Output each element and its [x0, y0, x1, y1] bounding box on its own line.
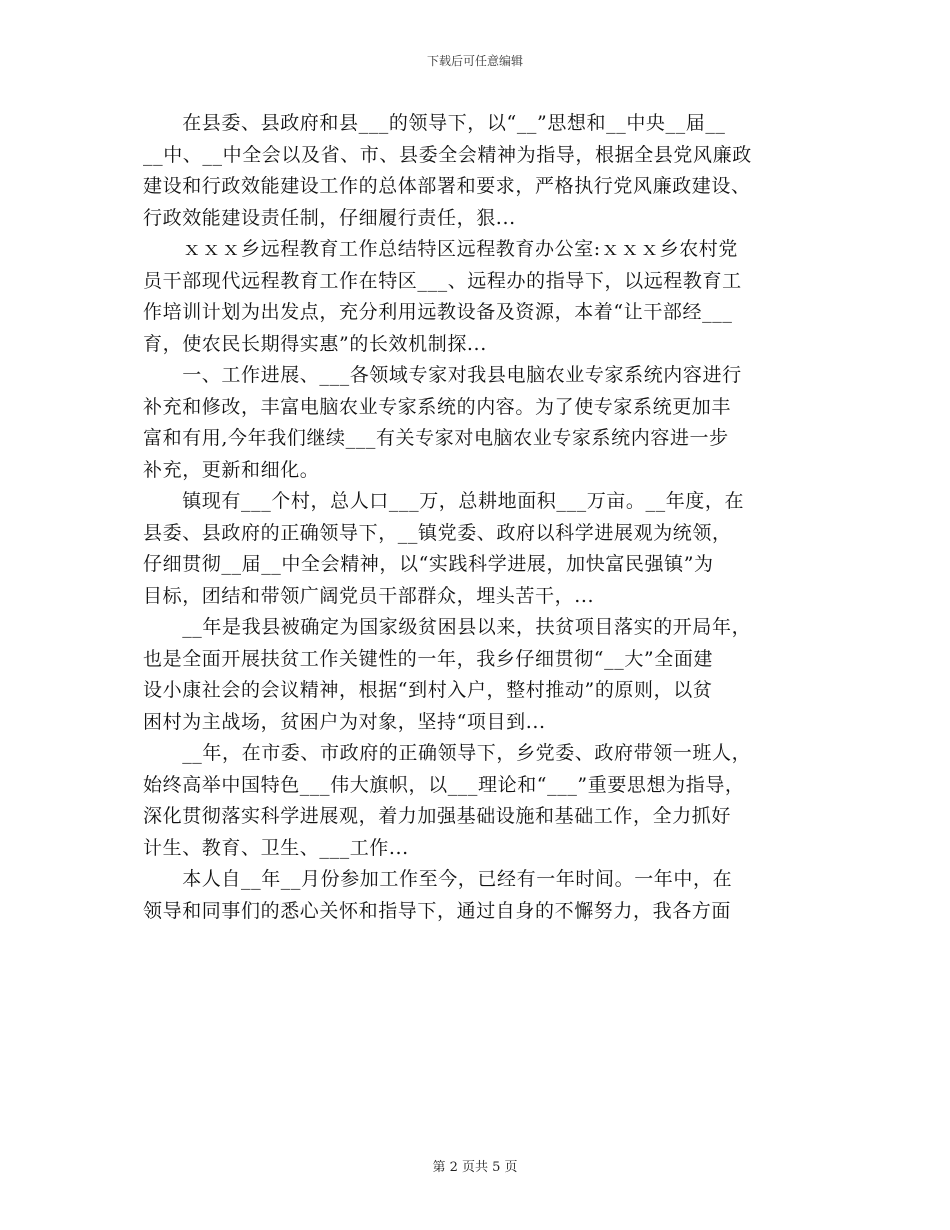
text-line: 本人自__年__月份参加工作至今，已经有一年时间。一年中，在: [143, 868, 733, 890]
text-line: 镇现有___个村，总人口___万，总耕地面积___万亩。__年度，在: [143, 490, 745, 512]
text-line: 育，使农民长期得实惠”的长效机制探...: [143, 332, 487, 355]
paragraph: [143, 612, 811, 738]
paragraph: [143, 738, 811, 864]
text-line: __年，在市委、市政府的正确领导下，乡党委、政府带领一班人，: [143, 742, 752, 764]
text-line: 困村为主战场，贫困户为对象，坚持“项目到...: [143, 710, 546, 733]
text-line: 县委、县政府的正确领导下，__镇党委、政府以科学进展观为统领，: [143, 521, 732, 544]
text-line: 建设和行政效能建设工作的总体部署和要求，严格执行党风廉政建设、: [143, 175, 751, 197]
paragraph: [143, 108, 811, 234]
text-line: 补充和修改，丰富电脑农业专家系统的内容。为了使专家系统更加丰: [143, 395, 732, 418]
text-line: 设小康社会的会议精神，根据“到村入户，整村推动”的原则，以贫: [143, 679, 713, 701]
text-line: 行政效能建设责任制，仔细履行责任，狠...: [143, 206, 516, 229]
text-line: 深化贯彻落实科学进展观，着力加强基础设施和基础工作，全力抓好: [143, 805, 732, 827]
page-header: 下载后可任意编辑: [426, 54, 523, 68]
text-line: __中、__中全会以及省、市、县委全会精神为指导，根据全县党风廉政: [143, 143, 752, 166]
text-line: 仔细贯彻__届__中全会精神，以“实践科学进展，加快富民强镇”为: [143, 553, 714, 575]
text-line: 目标，团结和带领广阔党员干部群众，埋头苦干，...: [143, 584, 595, 607]
text-line: 在县委、县政府和县___的领导下，以“__”思想和__中央__届__: [143, 112, 726, 134]
text-line: 富和有用,今年我们继续___有关专家对电脑农业专家系统内容进一步: [143, 427, 729, 449]
page-footer: 第 2 页共 5 页: [432, 1160, 518, 1175]
text-line: 始终高举中国特色___伟大旗帜，以___理论和“___”重要思想为指导，: [143, 773, 745, 796]
text-line: 领导和同事们的悉心关怀和指导下，通过自身的不懈努力，我各方面: [143, 899, 732, 922]
paragraph: [143, 864, 811, 927]
text-line: 补充，更新和细化。: [143, 458, 320, 481]
text-line: 作培训计划为出发点，充分利用远教设备及资源，本着“让干部经___: [143, 301, 733, 323]
text-line: 也是全面开展扶贫工作关键性的一年，我乡仔细贯彻“__大”全面建: [143, 647, 714, 670]
text-line: 计生、教育、卫生、___工作...: [143, 836, 409, 859]
paragraph: [143, 360, 811, 486]
text-line: 员干部现代远程教育工作在特区___、远程办的指导下，以远程教育工: [143, 269, 742, 292]
text-line: ｘｘｘ乡远程教育工作总结特区远程教育办公室:ｘｘｘ乡农村党: [143, 238, 739, 260]
document-body: [143, 108, 811, 927]
paragraph: [143, 234, 811, 360]
paragraph: [143, 486, 811, 612]
text-line: 一、工作进展、___各领域专家对我县电脑农业专家系统内容进行: [143, 364, 742, 386]
text-line: __年是我县被确定为国家级贫困县以来，扶贫项目落实的开局年，: [143, 616, 752, 638]
